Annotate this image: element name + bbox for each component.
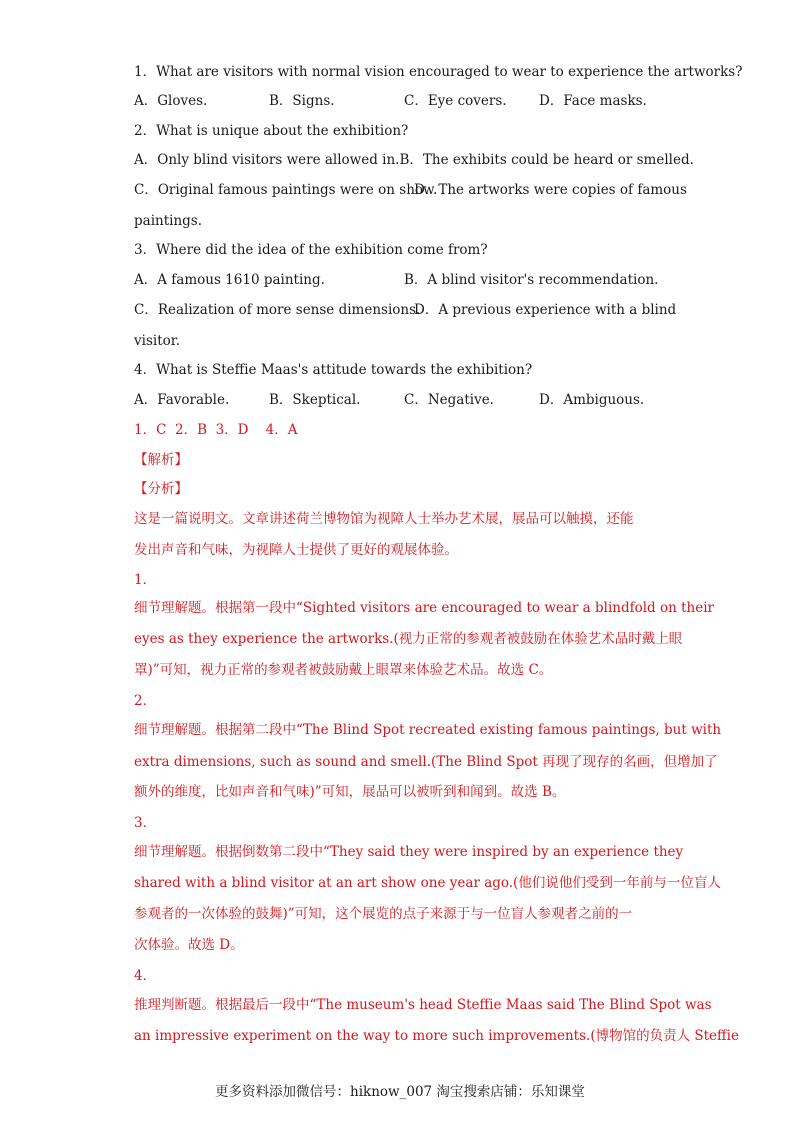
option-b: B．Skeptical. (269, 392, 361, 408)
page-footer: 更多资料添加微信号：hiknow_007 淘宝搜索店铺：乐知课堂 (215, 1084, 585, 1100)
option-d: D．A previous experience with a blind (414, 302, 677, 318)
summary-line: 这是一篇说明文。文章讲述荷兰博物馆为视障人士举办艺术展，展品可以触摸，还能 (134, 511, 634, 527)
question-3-options-row-2 (134, 300, 677, 320)
question-4-stem: 4．What is Steffie Maas's attitude towards the exhibition? (134, 362, 533, 378)
explanation-4-number: 4． (134, 968, 157, 984)
question-2-option-wrap: paintings. (134, 213, 203, 229)
answer-key: 1．C 2．B 3．D 4．A (134, 422, 298, 438)
question-1-options (134, 91, 674, 111)
option-b: B．Signs. (269, 93, 335, 109)
question-3-options-row-1 (134, 270, 674, 290)
explanation-1-number: 1． (134, 572, 157, 588)
question-2-stem: 2．What is unique about the exhibition? (134, 123, 409, 139)
explanation-line: 推理判断题。根据最后一段中“The museum's head Steffie Maas said The Blind Spot was (134, 997, 712, 1013)
option-c: C．Eye covers. (404, 93, 507, 109)
explanation-line: 细节理解题。根据第一段中“Sighted visitors are encouraged to wear a blindfold on their (134, 600, 714, 616)
question-2-options-row-1 (134, 150, 694, 170)
explanation-line: 细节理解题。根据倒数第二段中“They said they were inspired by an experience they (134, 844, 684, 860)
explanation-line: 额外的维度，比如声音和气味)”可知，展品可以被听到和闻到。故选 B。 (134, 784, 566, 800)
option-c: C．Original famous paintings were on show. (134, 182, 438, 198)
analysis-heading: 【解析】 (134, 452, 188, 468)
explanation-line: 次体验。故选 D。 (134, 937, 244, 953)
explanation-line: 罩)”可知，视力正常的参观者被鼓励戴上眼罩来体验艺术品。故选 C。 (134, 662, 553, 678)
option-a: A．Favorable. (134, 392, 230, 408)
question-4-options (134, 390, 674, 410)
option-b: B．A blind visitor's recommendation. (404, 272, 659, 288)
explanation-3-number: 3． (134, 815, 157, 831)
explanation-line: eyes as they experience the artworks.(视力正常的参观者被鼓励在体验艺术品时戴上眼 (134, 631, 683, 647)
analysis-subheading: 【分析】 (134, 481, 188, 497)
option-d: D．The artworks were copies of famous (414, 182, 687, 198)
option-c: C．Negative. (404, 392, 494, 408)
explanation-2-number: 2． (134, 693, 157, 709)
option-d: D．Face masks. (539, 93, 647, 109)
option-a: A．Only blind visitors were allowed in. (134, 152, 400, 168)
summary-line: 发出声音和气味，为视障人士提供了更好的观展体验。 (134, 542, 458, 558)
question-3-stem: 3．Where did the idea of the exhibition come from? (134, 242, 488, 258)
question-2-options-row-2 (134, 180, 687, 200)
option-a: A．A famous 1610 painting. (134, 272, 325, 288)
question-1-stem: 1．What are visitors with normal vision encouraged to wear to experience the artworks? (134, 64, 743, 80)
explanation-line: shared with a blind visitor at an art show one year ago.(他们说他们受到一年前与一位盲人 (134, 875, 721, 891)
explanation-line: 细节理解题。根据第二段中“The Blind Spot recreated existing famous paintings, but with (134, 722, 722, 738)
option-b: B．The exhibits could be heard or smelled. (399, 152, 694, 168)
question-3-option-wrap: visitor. (134, 333, 181, 349)
explanation-line: an impressive experiment on the way to more such improvements.(博物馆的负责人 Steffie (134, 1028, 739, 1044)
explanation-line: extra dimensions, such as sound and smell.(The Blind Spot 再现了现存的名画，但增加了 (134, 754, 718, 770)
explanation-line: 参观者的一次体验的鼓舞)”可知，这个展览的点子来源于与一位盲人参观者之前的一 (134, 906, 633, 922)
option-a: A．Gloves. (134, 93, 208, 109)
option-d: D．Ambiguous. (539, 392, 645, 408)
option-c: C．Realization of more sense dimensions. (134, 302, 421, 318)
